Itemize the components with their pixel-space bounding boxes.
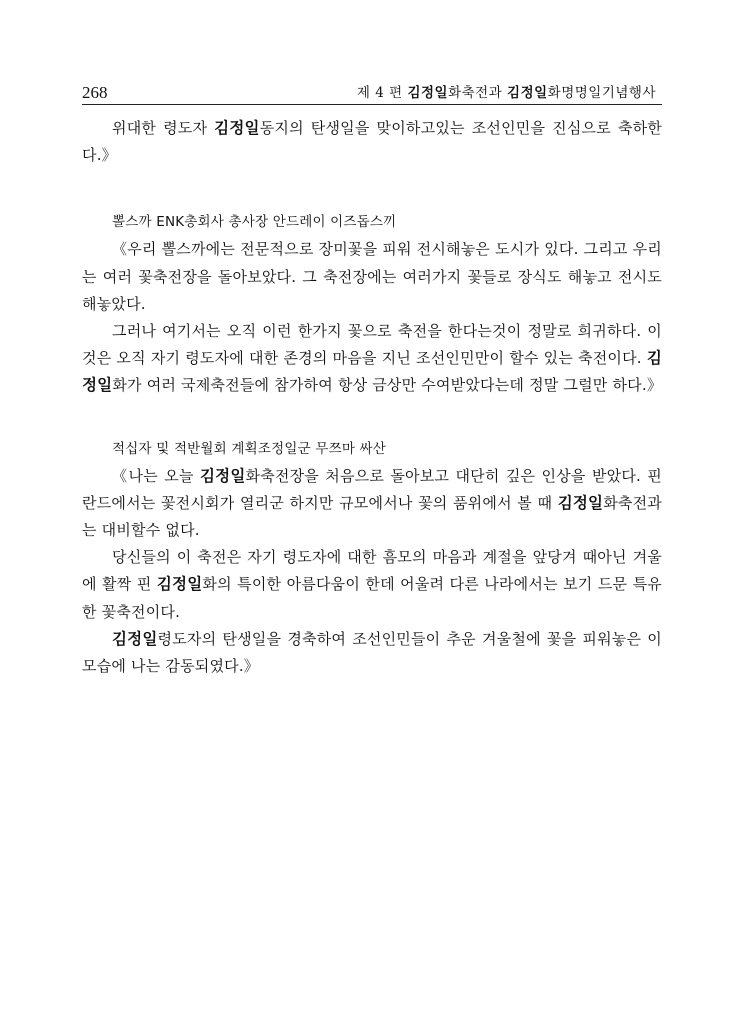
quote-3-paragraph-1 bbox=[82, 463, 662, 545]
text-run: 위대한 령도자 bbox=[112, 119, 215, 137]
running-title-mid: 화축전과 bbox=[448, 85, 508, 101]
running-title bbox=[357, 85, 656, 102]
leader-name: 김정일 bbox=[112, 629, 158, 648]
quote-2-paragraph-2 bbox=[82, 318, 662, 400]
text-run: 화축전과는 대비할수 없다. bbox=[82, 493, 662, 540]
running-header bbox=[82, 84, 662, 105]
quote-2-paragraph-1 bbox=[82, 236, 662, 318]
text-run: 동지의 탄생일을 맞이하고있는 조선인민을 진심으로 축하한다.》 bbox=[82, 119, 663, 165]
section-gap bbox=[82, 169, 662, 209]
text-run: 화의 특이한 아름다움이 한데 어울려 다른 나라에서는 보기 드문 특유한 꽃축전이다. bbox=[82, 575, 662, 621]
running-title-name-1: 김정일 bbox=[407, 85, 449, 101]
text-run: 화축전장을 처음으로 돌아보고 대단히 깊은 인상을 받았다. 핀란드에서는 꽃전시회가 열리군 하지만 규모에서나 꽃의 품위에서 볼 때 bbox=[82, 466, 662, 512]
text-run: 당신들의 이 축전은 자기 령도자에 대한 흠모의 마음과 계절을 앞당겨 때아닌 겨울에 활짝 핀 bbox=[82, 548, 662, 594]
running-title-tail: 화명명일기념행사 bbox=[547, 85, 656, 101]
quote-1-paragraph-1 bbox=[82, 115, 662, 169]
leader-name: 김정일 bbox=[557, 493, 604, 512]
text-run: 령도자의 탄생일을 경축하여 조선인민들이 추운 겨울철에 꽃을 피워놓은 이 모습에 나는 감동되였다.》 bbox=[82, 629, 662, 676]
speaker-heading-2: 적십자 및 적반월회 계획조정일군 무쯔마 싸산 bbox=[112, 440, 387, 457]
page-body bbox=[82, 115, 662, 680]
quote-3-paragraph-2 bbox=[82, 544, 662, 626]
leader-name: 김정일 bbox=[156, 575, 203, 594]
quote-3-paragraph-3 bbox=[82, 626, 662, 680]
leader-name: 김정일 bbox=[199, 466, 246, 485]
text-run: 화가 여러 국제축전들에 참가하여 항상 금상만 수여받았다는데 정말 그럴만 하다.》 bbox=[112, 376, 663, 395]
text-run: 《우리 뽈스까에는 전문적으로 장미꽃을 피워 전시해놓은 도시가 있다. 그리고 우리는 여러 꽃축전장을 돌아보았다. 그 축전장에는 여러가지 꽃들로 장식도 해놓고 전시도 해놓았다. bbox=[82, 240, 662, 313]
text-run: 《나는 오늘 bbox=[112, 466, 200, 485]
leader-name: 김정일 bbox=[214, 119, 260, 137]
running-title-part: 제 4 편 bbox=[356, 85, 408, 101]
running-title-name-2: 김정일 bbox=[507, 85, 548, 101]
section-gap bbox=[82, 400, 662, 436]
text-run: 그러나 여기서는 오직 이런 한가지 꽃으로 축전을 한다는것이 정말로 희귀하다. 이것은 오직 자기 령도자에 대한 존경의 마음을 지닌 조선인민만이 할수 있는 축전이다. bbox=[82, 322, 662, 368]
speaker-heading-1: 뽈스까 ENK총회사 총사장 안드레이 이즈돕스끼 bbox=[112, 214, 397, 231]
leader-name: 김정일 bbox=[82, 349, 662, 395]
page-number: 268 bbox=[82, 83, 108, 102]
